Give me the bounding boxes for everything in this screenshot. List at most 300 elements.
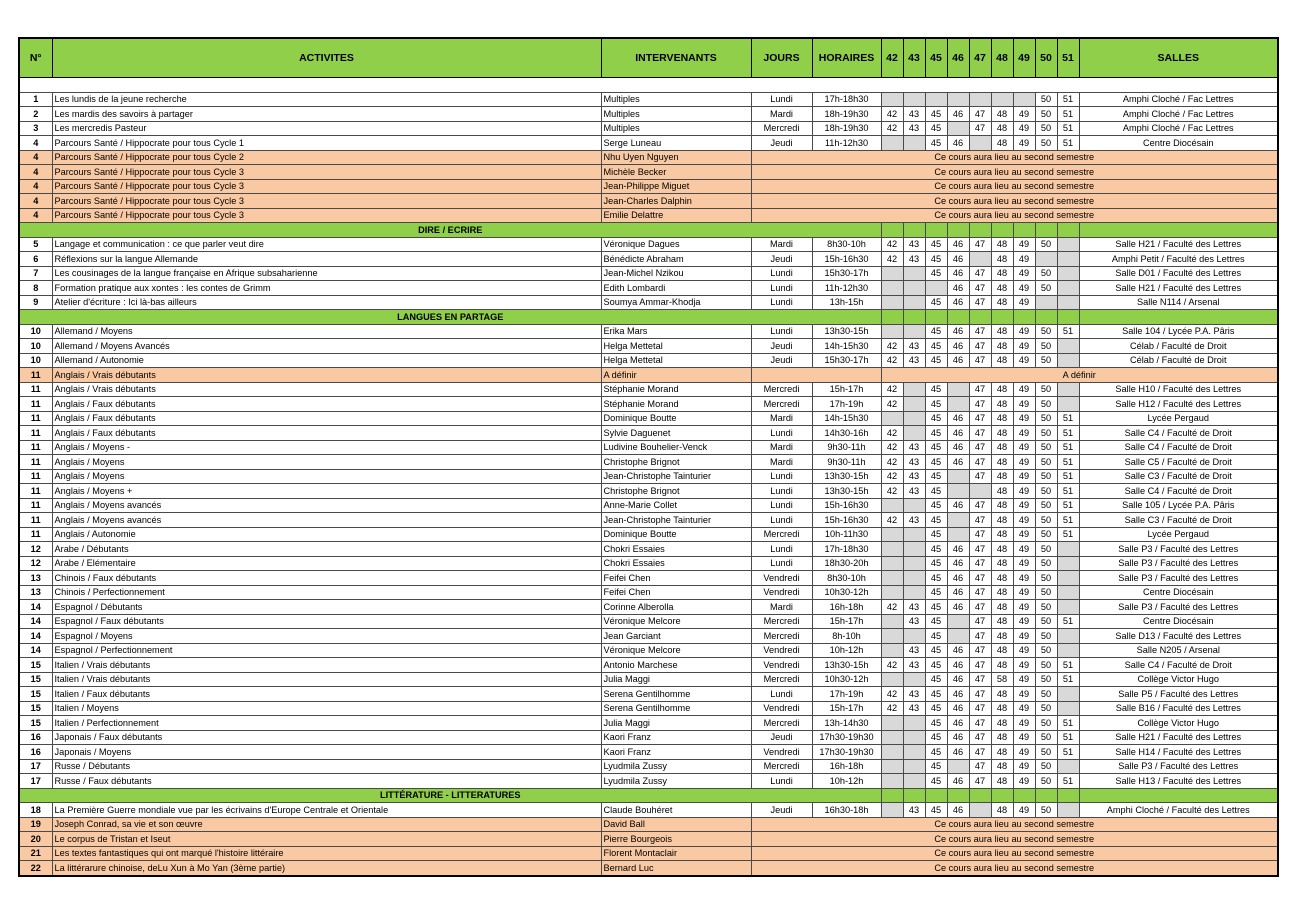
- day-cell: Lundi: [751, 324, 812, 339]
- row-number: 5: [19, 237, 52, 252]
- time-cell: 15h-17h: [812, 614, 881, 629]
- time-cell: 10h-12h: [812, 774, 881, 789]
- activity-name: Italien / Moyens: [52, 701, 601, 716]
- time-cell: 8h30-10h: [812, 571, 881, 586]
- time-cell: 15h-17h: [812, 701, 881, 716]
- day-cell: Vendredi: [751, 585, 812, 600]
- week-cell-49: 49: [1013, 774, 1035, 789]
- week-cell-50: 50: [1035, 774, 1057, 789]
- time-cell: 13h-15h: [812, 295, 881, 310]
- room-cell: Amphi Cloché / Fac Lettres: [1079, 92, 1278, 107]
- week-cell-47: 47: [969, 107, 991, 122]
- activity-name: Allemand / Moyens Avancés: [52, 339, 601, 354]
- week-cell-49: 49: [1013, 484, 1035, 499]
- week-cell-43: 43: [903, 107, 925, 122]
- week-cell-47: 47: [969, 556, 991, 571]
- week-cell-49: 49: [1013, 411, 1035, 426]
- activity-name: Joseph Conrad, sa vie et son œuvre: [52, 817, 601, 832]
- week-cell-46: 46: [947, 658, 969, 673]
- row-number: 4: [19, 194, 52, 209]
- week-cell-45: 45: [925, 687, 947, 702]
- week-cell-49: 49: [1013, 426, 1035, 441]
- table-row: [19, 629, 1278, 644]
- table-row: [19, 121, 1278, 136]
- week-cell-42: 42: [881, 513, 903, 528]
- row-number: 4: [19, 150, 52, 165]
- week-cell-50: [1035, 295, 1057, 310]
- deferred-row: [19, 832, 1278, 847]
- week-cell-45: 45: [925, 745, 947, 760]
- week-cell-43: [903, 295, 925, 310]
- day-cell: Lundi: [751, 281, 812, 296]
- time-cell: 13h-14h30: [812, 716, 881, 731]
- week-cell-49: 49: [1013, 527, 1035, 542]
- table-row: [19, 397, 1278, 412]
- week-cell-45: 45: [925, 759, 947, 774]
- week-cell: [1035, 310, 1057, 325]
- deferred-row: [19, 861, 1278, 876]
- week-cell-48: 48: [991, 281, 1013, 296]
- day-cell: Mardi: [751, 237, 812, 252]
- deferred-note: A définir: [881, 368, 1278, 383]
- activity-name: Espagnol / Perfectionnement: [52, 643, 601, 658]
- week-cell-43: 43: [903, 513, 925, 528]
- week-cell-51: 51: [1057, 324, 1079, 339]
- week-cell-50: 50: [1035, 643, 1057, 658]
- section-row: [19, 223, 1278, 238]
- activity-name: Espagnol / Débutants: [52, 600, 601, 615]
- week-cell-42: 42: [881, 658, 903, 673]
- room-cell: Salle D13 / Faculté des Lettres: [1079, 629, 1278, 644]
- week-cell-48: 48: [991, 658, 1013, 673]
- table-row: [19, 455, 1278, 470]
- activity-name: Arabe / Débutants: [52, 542, 601, 557]
- instructor-name: Jean-Philippe Miguet: [601, 179, 751, 194]
- week-cell-47: [969, 803, 991, 818]
- table-row: [19, 803, 1278, 818]
- time-cell: 17h-18h30: [812, 542, 881, 557]
- day-cell: Mardi: [751, 600, 812, 615]
- week-cell-45: 45: [925, 455, 947, 470]
- activity-name: Langage et communication : ce que parler veut dire: [52, 237, 601, 252]
- instructor-name: Serena Gentilhomme: [601, 687, 751, 702]
- week-cell-48: 48: [991, 687, 1013, 702]
- week-cell-46: 46: [947, 542, 969, 557]
- week-cell-51: 51: [1057, 121, 1079, 136]
- room-cell: Salle C4 / Faculté de Droit: [1079, 484, 1278, 499]
- week-cell-50: 50: [1035, 353, 1057, 368]
- header-week-48: 48: [991, 38, 1013, 78]
- activity-name: Les mardis des savoirs à partager: [52, 107, 601, 122]
- instructor-name: Anne-Marie Collet: [601, 498, 751, 513]
- instructor-name: Ludivine Bouhelier-Venck: [601, 440, 751, 455]
- section-row: [19, 788, 1278, 803]
- week-cell-49: 49: [1013, 440, 1035, 455]
- week-cell-49: 49: [1013, 643, 1035, 658]
- week-cell-48: 48: [991, 324, 1013, 339]
- instructor-name: Véronique Melcore: [601, 614, 751, 629]
- week-cell: [903, 223, 925, 238]
- row-number: 3: [19, 121, 52, 136]
- instructor-name: Soumya Ammar-Khodja: [601, 295, 751, 310]
- week-cell-47: [969, 136, 991, 151]
- room-cell: Salle B16 / Faculté des Lettres: [1079, 701, 1278, 716]
- activity-name: Les textes fantastiques qui ont marqué l'histoire littéraire: [52, 846, 601, 861]
- week-cell-48: 48: [991, 455, 1013, 470]
- table-row: [19, 237, 1278, 252]
- room-cell: Amphi Cloché / Fac Lettres: [1079, 121, 1278, 136]
- week-cell-46: [947, 527, 969, 542]
- week-cell-46: 46: [947, 600, 969, 615]
- week-cell-49: 49: [1013, 658, 1035, 673]
- week-cell-51: [1057, 600, 1079, 615]
- salle-cell: [1079, 788, 1278, 803]
- activity-name: Anglais / Moyens: [52, 469, 601, 484]
- week-cell-50: 50: [1035, 803, 1057, 818]
- week-cell-48: 48: [991, 266, 1013, 281]
- week-cell-45: 45: [925, 542, 947, 557]
- week-cell-49: 49: [1013, 716, 1035, 731]
- week-cell-43: 43: [903, 614, 925, 629]
- deferred-note: Ce cours aura lieu au second semestre: [751, 194, 1278, 209]
- deferred-note: Ce cours aura lieu au second semestre: [751, 861, 1278, 876]
- week-cell: [1057, 788, 1079, 803]
- row-number: 9: [19, 295, 52, 310]
- instructor-name: Bénédicte Abraham: [601, 252, 751, 267]
- table-row: [19, 556, 1278, 571]
- week-cell-45: 45: [925, 585, 947, 600]
- week-cell-43: [903, 585, 925, 600]
- header-num: N°: [19, 38, 52, 78]
- row-number: 14: [19, 643, 52, 658]
- week-cell-50: 50: [1035, 556, 1057, 571]
- week-cell-49: 49: [1013, 571, 1035, 586]
- week-cell-47: 47: [969, 237, 991, 252]
- week-cell-43: 43: [903, 121, 925, 136]
- week-cell-46: 46: [947, 643, 969, 658]
- activity-name: Allemand / Autonomie: [52, 353, 601, 368]
- row-number: 4: [19, 208, 52, 223]
- time-cell: 10h-12h: [812, 643, 881, 658]
- week-cell-46: 46: [947, 498, 969, 513]
- week-cell-42: [881, 629, 903, 644]
- week-cell-46: 46: [947, 411, 969, 426]
- table-row: [19, 136, 1278, 151]
- week-cell-43: [903, 556, 925, 571]
- instructor-name: Dominique Boutte: [601, 527, 751, 542]
- week-cell-47: 47: [969, 382, 991, 397]
- day-cell: Mercredi: [751, 121, 812, 136]
- week-cell-51: [1057, 556, 1079, 571]
- activity-name: Anglais / Vrais débutants: [52, 368, 601, 383]
- week-cell-42: [881, 585, 903, 600]
- section-title: LITTÉRATURE - LITTERATURES: [19, 788, 881, 803]
- day-cell: Mercredi: [751, 397, 812, 412]
- week-cell-45: 45: [925, 237, 947, 252]
- time-cell: 18h30-20h: [812, 556, 881, 571]
- week-cell-49: 49: [1013, 701, 1035, 716]
- instructor-name: Multiples: [601, 107, 751, 122]
- week-cell-46: [947, 92, 969, 107]
- header-week-50: 50: [1035, 38, 1057, 78]
- activity-name: Italien / Vrais débutants: [52, 672, 601, 687]
- week-cell-46: 46: [947, 774, 969, 789]
- week-cell-47: 47: [969, 295, 991, 310]
- week-cell-45: 45: [925, 469, 947, 484]
- week-cell-50: 50: [1035, 237, 1057, 252]
- week-cell-42: 42: [881, 426, 903, 441]
- week-cell: [1057, 310, 1079, 325]
- time-cell: 15h-16h30: [812, 498, 881, 513]
- row-number: 13: [19, 571, 52, 586]
- week-cell-45: 45: [925, 295, 947, 310]
- day-cell: Mercredi: [751, 672, 812, 687]
- header-week-46: 46: [947, 38, 969, 78]
- week-cell: [1013, 788, 1035, 803]
- week-cell: [903, 310, 925, 325]
- row-number: 16: [19, 745, 52, 760]
- week-cell-43: [903, 759, 925, 774]
- week-cell-46: [947, 397, 969, 412]
- week-cell-42: [881, 281, 903, 296]
- week-cell-49: 49: [1013, 469, 1035, 484]
- week-cell: [925, 310, 947, 325]
- week-cell-47: 47: [969, 353, 991, 368]
- week-cell-50: [1035, 252, 1057, 267]
- row-number: 16: [19, 730, 52, 745]
- week-cell-43: 43: [903, 803, 925, 818]
- table-row: [19, 585, 1278, 600]
- week-cell-51: [1057, 237, 1079, 252]
- activity-name: Italien / Perfectionnement: [52, 716, 601, 731]
- instructor-name: Dominique Boutte: [601, 411, 751, 426]
- week-cell-45: 45: [925, 397, 947, 412]
- activity-name: La littérarure chinoise, deLu Xun à Mo Yan (3ème partie): [52, 861, 601, 876]
- week-cell-49: 49: [1013, 745, 1035, 760]
- week-cell-48: 58: [991, 672, 1013, 687]
- week-cell-43: 43: [903, 600, 925, 615]
- week-cell-50: 50: [1035, 600, 1057, 615]
- row-number: 18: [19, 803, 52, 818]
- week-cell: [881, 310, 903, 325]
- deferred-row: [19, 179, 1278, 194]
- room-cell: Célab / Faculté de Droit: [1079, 353, 1278, 368]
- room-cell: Collège Victor Hugo: [1079, 716, 1278, 731]
- deferred-row: [19, 368, 1278, 383]
- week-cell-48: 48: [991, 295, 1013, 310]
- week-cell-46: [947, 484, 969, 499]
- activity-name: Anglais / Moyens avancés: [52, 498, 601, 513]
- room-cell: Salle C4 / Faculté de Droit: [1079, 426, 1278, 441]
- week-cell-42: 42: [881, 600, 903, 615]
- row-number: 15: [19, 672, 52, 687]
- week-cell-51: 51: [1057, 745, 1079, 760]
- week-cell-51: 51: [1057, 716, 1079, 731]
- week-cell-50: 50: [1035, 614, 1057, 629]
- week-cell-42: [881, 556, 903, 571]
- table-row: [19, 614, 1278, 629]
- week-cell-43: [903, 672, 925, 687]
- deferred-note: Ce cours aura lieu au second semestre: [751, 846, 1278, 861]
- week-cell-47: 47: [969, 701, 991, 716]
- week-cell-48: 48: [991, 252, 1013, 267]
- week-cell-43: 43: [903, 252, 925, 267]
- activity-name: Parcours Santé / Hippocrate pour tous Cycle 2: [52, 150, 601, 165]
- week-cell-47: 47: [969, 542, 991, 557]
- room-cell: Salle D01 / Faculté des Lettres: [1079, 266, 1278, 281]
- week-cell-45: 45: [925, 382, 947, 397]
- week-cell-46: 46: [947, 585, 969, 600]
- row-number: 10: [19, 339, 52, 354]
- week-cell: [881, 788, 903, 803]
- instructor-name: Emilie Delattre: [601, 208, 751, 223]
- week-cell-43: 43: [903, 701, 925, 716]
- time-cell: 11h-12h30: [812, 136, 881, 151]
- table-row: [19, 426, 1278, 441]
- week-cell-51: [1057, 252, 1079, 267]
- week-cell-42: 42: [881, 353, 903, 368]
- row-number: 15: [19, 701, 52, 716]
- instructor-name: Multiples: [601, 121, 751, 136]
- activity-name: Arabe / Elémentaire: [52, 556, 601, 571]
- week-cell-45: 45: [925, 629, 947, 644]
- week-cell-42: [881, 745, 903, 760]
- section-title: LANGUES EN PARTAGE: [19, 310, 881, 325]
- week-cell-46: 46: [947, 687, 969, 702]
- table-row: [19, 469, 1278, 484]
- week-cell-50: 50: [1035, 527, 1057, 542]
- day-cell: Mercredi: [751, 629, 812, 644]
- week-cell-48: 48: [991, 527, 1013, 542]
- week-cell-49: 49: [1013, 614, 1035, 629]
- week-cell-49: 49: [1013, 803, 1035, 818]
- room-cell: Salle H12 / Faculté des Lettres: [1079, 397, 1278, 412]
- week-cell-43: [903, 774, 925, 789]
- row-number: 11: [19, 397, 52, 412]
- week-cell-42: [881, 803, 903, 818]
- header-activites: ACTIVITES: [52, 38, 601, 78]
- table-row: [19, 643, 1278, 658]
- week-cell-51: 51: [1057, 136, 1079, 151]
- week-cell-46: 46: [947, 252, 969, 267]
- week-cell-45: 45: [925, 527, 947, 542]
- deferred-note: Ce cours aura lieu au second semestre: [751, 150, 1278, 165]
- activity-name: Anglais / Moyens -: [52, 440, 601, 455]
- day-cell: Mardi: [751, 455, 812, 470]
- week-cell-47: [969, 252, 991, 267]
- day-cell: [751, 368, 881, 383]
- time-cell: 15h-17h: [812, 382, 881, 397]
- week-cell-42: 42: [881, 382, 903, 397]
- row-number: 11: [19, 498, 52, 513]
- week-cell: [1013, 223, 1035, 238]
- deferred-note: Ce cours aura lieu au second semestre: [751, 165, 1278, 180]
- week-cell-50: 50: [1035, 571, 1057, 586]
- week-cell-50: 50: [1035, 513, 1057, 528]
- week-cell-51: 51: [1057, 672, 1079, 687]
- row-number: 11: [19, 426, 52, 441]
- week-cell-50: 50: [1035, 440, 1057, 455]
- table-row: [19, 382, 1278, 397]
- week-cell-49: 49: [1013, 339, 1035, 354]
- time-cell: 8h30-10h: [812, 237, 881, 252]
- week-cell-42: [881, 643, 903, 658]
- week-cell-47: 47: [969, 513, 991, 528]
- instructor-name: Multiples: [601, 92, 751, 107]
- week-cell-45: 45: [925, 266, 947, 281]
- week-cell-48: 48: [991, 397, 1013, 412]
- row-number: 11: [19, 411, 52, 426]
- room-cell: Salle 105 / Lycée P.A. Pâris: [1079, 498, 1278, 513]
- week-cell-51: [1057, 339, 1079, 354]
- week-cell-47: 47: [969, 527, 991, 542]
- week-cell-42: 42: [881, 484, 903, 499]
- deferred-note: Ce cours aura lieu au second semestre: [751, 179, 1278, 194]
- row-number: 10: [19, 353, 52, 368]
- table-row: [19, 324, 1278, 339]
- week-cell-46: [947, 759, 969, 774]
- row-number: 17: [19, 774, 52, 789]
- room-cell: Salle P3 / Faculté des Lettres: [1079, 759, 1278, 774]
- week-cell-49: 49: [1013, 281, 1035, 296]
- instructor-name: Jean Garciant: [601, 629, 751, 644]
- week-cell-48: 48: [991, 571, 1013, 586]
- week-cell-42: 42: [881, 237, 903, 252]
- week-cell-47: 47: [969, 121, 991, 136]
- week-cell-46: [947, 469, 969, 484]
- day-cell: Jeudi: [751, 136, 812, 151]
- week-cell-51: [1057, 643, 1079, 658]
- week-cell: [969, 788, 991, 803]
- week-cell-42: [881, 136, 903, 151]
- week-cell-45: 45: [925, 556, 947, 571]
- week-cell-50: 50: [1035, 658, 1057, 673]
- week-cell-45: 45: [925, 701, 947, 716]
- week-cell-47: 47: [969, 585, 991, 600]
- room-cell: Amphi Cloché / Fac Lettres: [1079, 107, 1278, 122]
- room-cell: Salle C3 / Faculté de Droit: [1079, 469, 1278, 484]
- table-row: [19, 527, 1278, 542]
- week-cell-49: 49: [1013, 585, 1035, 600]
- activity-name: Anglais / Vrais débutants: [52, 382, 601, 397]
- header-week-43: 43: [903, 38, 925, 78]
- instructor-name: Nhu Uyen Nguyen: [601, 150, 751, 165]
- week-cell-46: 46: [947, 556, 969, 571]
- week-cell-50: 50: [1035, 484, 1057, 499]
- week-cell-51: [1057, 397, 1079, 412]
- week-cell-51: 51: [1057, 513, 1079, 528]
- day-cell: Mercredi: [751, 716, 812, 731]
- deferred-note: Ce cours aura lieu au second semestre: [751, 817, 1278, 832]
- week-cell-50: 50: [1035, 107, 1057, 122]
- week-cell-43: [903, 745, 925, 760]
- time-cell: 9h30-11h: [812, 440, 881, 455]
- week-cell-46: 46: [947, 571, 969, 586]
- time-cell: 16h-18h: [812, 600, 881, 615]
- room-cell: Salle P3 / Faculté des Lettres: [1079, 600, 1278, 615]
- week-cell-51: [1057, 759, 1079, 774]
- room-cell: Salle C4 / Faculté de Droit: [1079, 658, 1278, 673]
- week-cell-49: [1013, 92, 1035, 107]
- week-cell-47: 47: [969, 614, 991, 629]
- week-cell-43: [903, 324, 925, 339]
- week-cell: [991, 223, 1013, 238]
- week-cell-49: 49: [1013, 397, 1035, 412]
- week-cell-43: 43: [903, 455, 925, 470]
- week-cell-45: 45: [925, 121, 947, 136]
- table-row: [19, 774, 1278, 789]
- deferred-row: [19, 846, 1278, 861]
